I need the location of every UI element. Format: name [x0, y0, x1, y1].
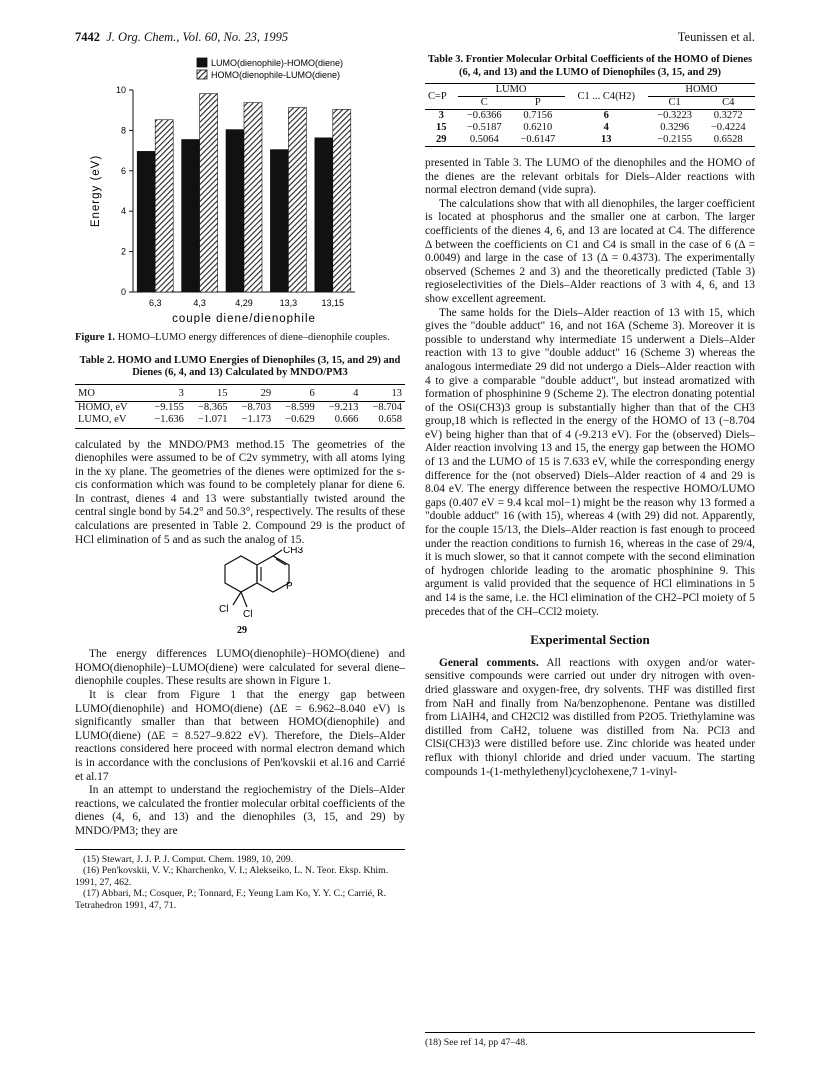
t3-cell: 6: [565, 110, 648, 123]
footnote: (17) Abbari, M.; Cosquer, P.; Tonnard, F.; Yeung Lam Ko, Y. Y. C.; Carrié, R. Tetrahedron 1991, 47, 71.: [75, 888, 387, 911]
t3-cell: 29: [425, 134, 458, 147]
y-tick-label: 2: [120, 246, 126, 257]
t3-subheader: P: [534, 97, 541, 108]
y-axis-title: Energy (eV): [90, 154, 102, 228]
y-tick-label: 10: [115, 85, 126, 95]
experimental-heading: Experimental Section: [530, 632, 650, 648]
x-tick-label: 6,3: [148, 298, 162, 308]
t3-cell: 0.5064: [458, 134, 512, 147]
bar: [315, 138, 333, 292]
t2-cell: −9.213: [318, 401, 362, 414]
x-tick-label: 4,3: [193, 298, 206, 308]
page-number: 7442: [75, 30, 100, 44]
figure-1-caption-label: Figure 1.: [75, 332, 116, 343]
bar: [182, 139, 200, 292]
t2-cell: 0.658: [361, 414, 405, 429]
running-header: [75, 30, 755, 46]
structure-29-svg: [75, 547, 405, 642]
body-paragraph: presented in Table 3. The LUMO of the dienophiles and the HOMO of the dienes are the relevant orbitals for Diels–Alder reactions with normal electron demand (vide supra).: [425, 157, 755, 197]
phosphorus-label: P: [286, 581, 293, 593]
bar: [200, 94, 218, 292]
t2-header: 29: [230, 384, 274, 401]
body-paragraph: The energy differences LUMO(dienophile)−HOMO(diene) and HOMO(dienophile)−LUMO(diene) were calculated for several diene–dienophile couples. These results are shown in Figure 1.: [75, 648, 405, 688]
legend-label: HOMO(dienophile-LUMO(diene): [211, 70, 341, 80]
t2-header: 6: [274, 384, 318, 401]
table-2-grid: [75, 384, 405, 429]
bar: [226, 130, 244, 292]
table-3-grid: [425, 83, 755, 147]
t3-subheader: C: [480, 97, 488, 108]
t2-cell: −1.173: [230, 414, 274, 429]
y-tick-label: 6: [120, 165, 126, 176]
t2-cell: −8.703: [230, 401, 274, 414]
bar: [137, 151, 155, 292]
t2-header: MO: [75, 384, 143, 401]
t2-cell: −8.365: [187, 401, 231, 414]
left-column: [75, 54, 405, 912]
t3-cell: −0.6366: [458, 110, 512, 123]
experimental-text: All reactions with oxygen and/or water-sensitive compounds were carried out under dry nitrogen with oven-dried glassware and oxygen-free, dry solvents. THF was distilled first from NaH and finally from Na/benzophenone. Pentane was distilled from LiAlH4, and CH2Cl2 was distilled from P2O5. Triethylamine was distilled from CaH2, toluene was distilled from Na. PCl3 and ClSi(CH3)3 were distilled before use. Zinc chloride was heated under reflux with thionyl chloride and dried under vacuum. The starting compounds 1-(1-methylethenyl)cyclohexene,7 1-vinyl-: [425, 656, 756, 778]
t3-cell: 3: [425, 110, 458, 123]
compound-29-structure: [75, 547, 405, 642]
legend-label: LUMO(dienophile)-HOMO(diene): [211, 58, 344, 68]
bar: [155, 120, 173, 292]
x-tick-label: 4,29: [235, 298, 253, 308]
t3-cell: −0.6147: [511, 134, 565, 147]
header-left: [75, 30, 288, 45]
experimental-paragraph: [425, 657, 755, 779]
dienophile-glyph: C=P: [425, 84, 458, 110]
t3-homo-header: HOMO: [648, 84, 755, 97]
x-axis-title: couple diene/dienophile: [172, 313, 316, 324]
t2-cell: −1.636: [143, 414, 187, 429]
t2-cell: −9.155: [143, 401, 187, 414]
body-paragraph: It is clear from Figure 1 that the energy gap between LUMO(dienophile) and HOMO(diene) (ΔE = 6.962–8.040 eV) is significantly smaller than that between HOMO(dienophile) and LUMO(diene) (ΔE = 8.527–9.822 eV). Therefore, the Diels–Alder reactions considered here proceed with normal electron demand which is in accordance with the conclusions of Pen'kovskii et al.16 and Carrié et al.17: [75, 689, 405, 783]
table-3-title: Table 3. Frontier Molecular Orbital Coefficients of the HOMO of Dienes (6, 4, and 13) and the LUMO of Dienophiles (3, 15, and 29): [427, 54, 753, 78]
t3-subheader: C4: [722, 97, 735, 108]
footnote-right: (18) See ref 14, pp 47–48.: [425, 1032, 755, 1048]
x-tick-label: 13,15: [321, 298, 345, 308]
right-column: [425, 54, 755, 779]
t3-cell: −0.4224: [710, 122, 746, 133]
t3-cell: −0.5187: [466, 122, 502, 133]
t3-cell: 0.3296: [660, 122, 690, 133]
legend-swatch: [197, 70, 207, 79]
t3-cell: 0.6210: [523, 122, 553, 133]
body-paragraph: calculated by the MNDO/PM3 method.15 The geometries of the dienophiles were assumed to be of C2v symmetry, with all atoms lying in the xy plane. The geometries of the dienes were optimized for the s-cis conformation which was found to be completely planar for diene 6. In contrast, dienes 4 and 13 were substantially twisted around the central single bond by 54.2° and 50.3°, respectively. The results of these calculations are presented in Table 2. Compound 29 is the product of HCl elimination of 5 and as such the analog of 15.: [75, 438, 405, 546]
table-2-title: Table 2. HOMO and LUMO Energies of Dienophiles (3, 15, and 29) and Dienes (6, 4, and 13) Calculated by MNDO/PM3: [79, 354, 401, 378]
t3-cell: 4: [603, 122, 609, 133]
t3-cell: 0.3272: [701, 110, 755, 123]
bar: [333, 109, 351, 292]
body-paragraph: The calculations show that with all dienophiles, the larger coefficient is located at phosphorus and the smaller one at carbon. The larger coefficients of the dienes 4, 6, and 13 are located at C4. The difference Δ between the coefficients on C1 and C4 is small in the case of 6 (Δ = 0.0049) and large in the case of 13 (Δ = 0.4373). The experimentally observed (Schemes 2 and 3) and the theoretically predicted (Table 3) regioselectivities of the Diels–Alder reactions of 3 with 4, 6, and 13 show excellent agreement.: [425, 197, 755, 305]
y-tick-label: 8: [120, 125, 126, 136]
journal-citation: J. Org. Chem., Vol. 60, No. 23, 1995: [106, 30, 289, 44]
t2-header: 15: [187, 384, 231, 401]
header-authors: Teunissen et al.: [677, 30, 755, 44]
t2-cell: 0.666: [318, 414, 362, 429]
body-paragraph: In an attempt to understand the regiochemistry of the Diels–Alder reactions, we calculated the frontier molecular orbital coefficients of the dienes (4, 6, and 13) and the dienophiles (3, 15, and 29) by MNDO/PM3; they are: [75, 784, 405, 837]
table-row: [75, 414, 405, 429]
figure-1-caption: [75, 332, 405, 345]
compound-number-label: 29: [237, 625, 247, 637]
x-tick-label: 13,3: [279, 298, 298, 308]
experimental-lead: General comments.: [439, 656, 539, 669]
table-row: [425, 134, 755, 147]
t3-subheader: C1: [668, 97, 681, 108]
t2-cell: LUMO, eV: [75, 414, 143, 429]
t3-cell: −0.3223: [648, 110, 702, 123]
table-row: [425, 122, 755, 134]
t2-cell: HOMO, eV: [75, 401, 143, 414]
chlorine-label: Cl: [219, 604, 229, 616]
table-row: [75, 401, 405, 414]
diene-glyph: C1 ... C4(H2): [565, 84, 648, 110]
bar: [288, 108, 306, 292]
t3-cell: 0.7156: [511, 110, 565, 123]
ch3-label: CH3: [283, 547, 304, 557]
t3-cell: 15: [436, 122, 447, 133]
t2-header: 13: [361, 384, 405, 401]
footnote: (16) Pen'kovskii, V. V.; Kharchenko, V. I.; Alekseiko, L. N. Teor. Eksp. Khim. 1991, 27, 462.: [75, 865, 389, 888]
t3-cell: 0.6528: [701, 134, 755, 147]
y-tick-label: 4: [120, 206, 126, 217]
chlorine-label: Cl: [243, 609, 253, 621]
bar: [244, 103, 262, 292]
t2-header: 4: [318, 384, 362, 401]
table-2: [75, 355, 405, 429]
bar: [270, 150, 288, 292]
t2-cell: −1.071: [187, 414, 231, 429]
table-row: [425, 110, 755, 123]
t3-cell: −0.2155: [648, 134, 702, 147]
figure-1-caption-text: HOMO–LUMO energy differences of diene–dienophile couples.: [117, 332, 390, 343]
t3-lumo-header: LUMO: [458, 84, 565, 97]
t2-cell: −0.629: [274, 414, 318, 429]
t3-cell: 13: [565, 134, 648, 147]
t2-cell: −8.599: [274, 401, 318, 414]
bar-chart-svg: [75, 54, 405, 324]
y-tick-label: 0: [120, 287, 126, 297]
t2-header: 3: [143, 384, 187, 401]
figure-1-chart: [75, 54, 405, 324]
footnote: (15) Stewart, J. J. P. J. Comput. Chem. 1989, 10, 209.: [83, 853, 294, 865]
legend-swatch: [197, 58, 207, 67]
t2-cell: −8.704: [361, 401, 405, 414]
chart-legend: [197, 58, 343, 80]
body-paragraph: The same holds for the Diels–Alder reaction of 13 with 15, which gives the "double adduct" 16, and not 16A (Scheme 3). Moreover it is possible to understand why intermediate 15 underwent a Diels–Alder reaction with 13 to give "double adduct" 16 (Scheme 3) whereas the analogous intermediate 29 did not undergo a Diels–Alder reaction with 4 to give a comparable "double adduct", but instead aromatized with formation of phosphinine 9 (Scheme 2). The electron donating potential of the OSi(CH3)3 group is substantially higher than that of the CH3 group,18 which is reflected in the energy of the HOMO of 13 (−8.704 eV) being higher than that of 4 (-9.213 eV). For the (observed) Diels–Alder reaction involving 13 and 15, the energy gap between the HOMO of 13 and the LUMO of 15 is 7.633 eV, while the corresponding energy difference for the (not observed) Diels–Alder reaction of 4 and 29 is 8.04 eV. The energy difference between the respective HOMO/LUMO gaps (0.407 eV = 9.4 kcal mol−1) might be the reason why 13 formed a "double adduct" 16 (with 15), whereas 4 (with 29) did not. Apparently, for the couple 15/13, the Diels–Alder reaction is fast enough to proceed under the reaction conditions to furnish 16, whereas in the case of 29/4, it is much slower, so that it cannot compete with the second elimination of hydrogen chloride leading to the aromatic phosphinine 9. This argument is valid provided that the sequence of HCl eliminations in 5 and 14 is the same, i.e. the HCl elimination of the CH2–PCl moiety of 5 precedes that of the CH–CCl2 moiety.: [425, 306, 755, 618]
footnotes-left: [75, 849, 405, 912]
chart-bars: [137, 94, 351, 292]
